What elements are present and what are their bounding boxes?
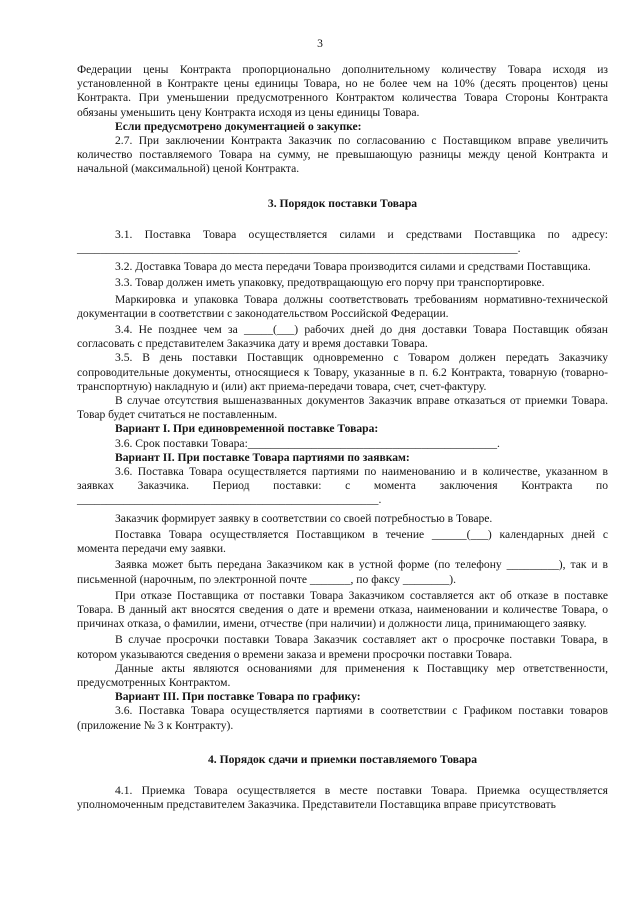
paragraph: 3.6. Срок поставки Товара:___________________________________________. bbox=[115, 436, 500, 450]
paragraph: 3.6. Поставка Товара осуществляется партиями в соответствии с Графиком поставки товаров (приложение № 3 к Контракту). bbox=[77, 704, 608, 732]
paragraph: 3.5. В день поставки Поставщик одновременно с Товаром должен передать Заказчику сопроводительные документы, относящиеся к Товару, указанные в п. 6.2 Контракта, товарную (товарно-транспортную) накладную и (или) акт приема-передачи товара, счет, счет-фактуру. bbox=[77, 351, 608, 393]
paragraph: 3.3. Товар должен иметь упаковку, предотвращающую его порчу при транспортировке. bbox=[115, 276, 545, 290]
paragraph: 3.6. Поставка Товара осуществляется партиями по наименованию и в количестве, указанном в заявках Заказчика. Период поставки: с момента заключения Контракта по ____________________________________________________. bbox=[77, 465, 608, 507]
variant-heading: Вариант III. При поставке Товара по графику: bbox=[115, 690, 361, 704]
section-heading: 3. Порядок поставки Товара bbox=[267, 196, 418, 210]
paragraph: Заказчик формирует заявку в соответствии со своей потребностью в Товаре. bbox=[115, 511, 493, 525]
section-heading: 4. Порядок сдачи и приемки поставляемого Товара bbox=[207, 752, 478, 766]
paragraph: Маркировка и упаковка Товара должны соответствовать требованиям нормативно-технической документации в соответствии с законодательством Российской Федерации. bbox=[77, 292, 608, 320]
variant-heading: Вариант I. При единовременной поставке Товара: bbox=[115, 422, 379, 436]
paragraph: 3.4. Не позднее чем за _____(___) рабочих дней до дня доставки Товара Поставщик обязан согласовать с представителем Заказчика дату и время доставки Товара. bbox=[77, 323, 608, 351]
paragraph: Заявка может быть передана Заказчиком как в устной форме (по телефону _________), так и в письменной (нарочным, по электронной почте _______, по факсу ________). bbox=[77, 558, 608, 586]
paragraph: 4.1. Приемка Товара осуществляется в месте поставки Товара. Приемка осуществляется уполномоченным представителем Заказчика. Представители Поставщика вправе присутствовать bbox=[77, 783, 608, 812]
paragraph: В случае просрочки поставки Товара Заказчик составляет акт о просрочке поставки Товара, в котором указываются сведения о времени заказа и времени просрочки поставки Товара. bbox=[77, 633, 608, 661]
paragraph: В случае отсутствия вышеназванных документов Заказчик вправе отказаться от приемки Товара. Товар будет считаться не поставленным. bbox=[77, 394, 608, 422]
document-body bbox=[77, 63, 608, 812]
paragraph: При отказе Поставщика от поставки Товара Заказчиком составляется акт об отказе в поставке Товара. В данный акт вносятся сведения о дате и времени отказа, наименовании и количестве Товара, о причинах отказа, о фамилии, имени, отчестве (при наличии) и должности лица, принимающего заявку. bbox=[77, 588, 608, 631]
paragraph: Федерации цены Контракта пропорционально дополнительному количеству Товара исходя из установленной в Контракте цены единицы Товара, но не более чем на 10% (десять процентов) цены Контракта. При уменьшении предусмотренного Контрактом количества Товара Стороны Контракта обязаны уменьшить цену Контракта исходя из цены единицы Товара. bbox=[77, 63, 608, 119]
paragraph: 2.7. При заключении Контракта Заказчик по согласованию с Поставщиком вправе увеличить количество поставляемого Товара на сумму, не превышающую разницы между ценой Контракта и начальной (максимальной) ценой Контракта. bbox=[77, 134, 608, 176]
variant-heading: Вариант II. При поставке Товара партиями по заявкам: bbox=[115, 450, 410, 464]
paragraph: 3.1. Поставка Товара осуществляется силами и средствами Поставщика по адресу: ____________________________________________________________________________. bbox=[77, 227, 608, 256]
paragraph: Данные акты являются основаниями для применения к Поставщику мер ответственности, предусмотренных Контрактом. bbox=[77, 661, 608, 689]
variant-heading: Если предусмотрено документацией о закупке: bbox=[115, 119, 362, 133]
page-number: 3 bbox=[317, 37, 323, 50]
paragraph: 3.2. Доставка Товара до места передачи Товара производится силами и средствами Поставщика. bbox=[115, 260, 591, 274]
paragraph: Поставка Товара осуществляется Поставщиком в течение ______(___) календарных дней с момента передачи ему заявки. bbox=[77, 527, 608, 556]
